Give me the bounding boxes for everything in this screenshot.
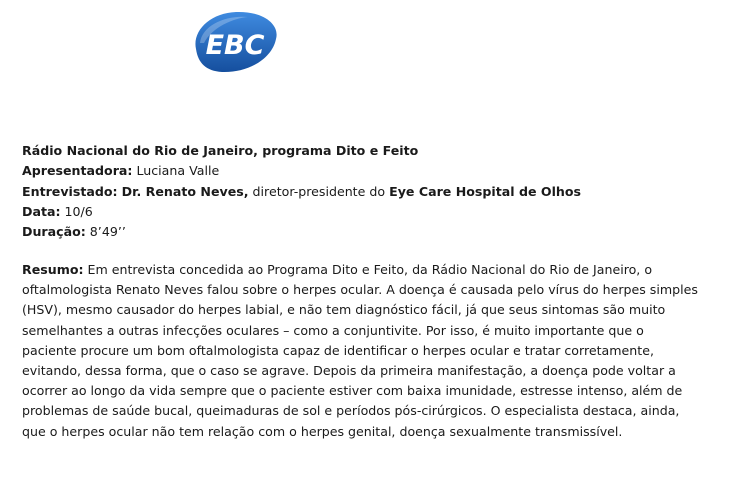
guest-row — [22, 182, 712, 202]
program-info — [22, 141, 712, 242]
ebc-logo — [186, 9, 282, 75]
summary-text: Em entrevista concedida ao Programa Dito e Feito, da Rádio Nacional do Rio de Janeiro, o — [87, 262, 653, 277]
program-title: Rádio Nacional do Rio de Janeiro, programa Dito e Feito — [22, 143, 419, 158]
presenter-name: Luciana Valle — [136, 163, 220, 179]
guest-role: diretor-presidente do — [252, 183, 386, 199]
summary-line: paciente procure um bom oftalmologista capaz de identificar o herpes ocular e tratar corretamente, — [22, 342, 654, 358]
presenter-row — [22, 161, 712, 181]
logo-text: EBC — [205, 30, 265, 61]
summary-line: ocorrer ao longo da vida sempre que o paciente estiver com baixa imunidade, estresse intenso, além de — [22, 383, 683, 399]
summary-line — [22, 260, 714, 280]
summary-line: semelhantes a outras infecções oculares – como a conjuntivite. Por isso, é muito importante que o — [22, 322, 644, 338]
date-row — [22, 202, 712, 222]
guest-label: Entrevistado: — [22, 183, 118, 199]
summary-line: evitando, dessa forma, que o caso se agrave. Depois da primeira manifestação, a doença pode voltar a — [22, 363, 676, 379]
date-value: 10/6 — [64, 203, 93, 219]
guest-organization: Eye Care Hospital de Olhos — [389, 183, 582, 199]
summary-line: oftalmologista Renato Neves falou sobre o herpes ocular. A doença é causada pelo vírus do herpes simples — [22, 282, 698, 298]
summary-label: Resumo: — [22, 262, 84, 277]
duration-value: 8’49’’ — [89, 224, 126, 240]
summary-line: problemas de saúde bucal, queimaduras de sol e períodos pós-cirúrgicos. O especialista destaca, ainda, — [22, 403, 680, 419]
date-label: Data: — [22, 203, 61, 219]
ebc-logo-mark — [186, 9, 282, 75]
duration-row — [22, 222, 712, 242]
summary-line: que o herpes ocular não tem relação com o herpes genital, doença sexualmente transmissível. — [22, 423, 623, 439]
summary-line: (HSV), mesmo causador do herpes labial, e não tem diagnóstico fácil, já que seus sintomas são muito — [22, 302, 666, 318]
guest-name: Dr. Renato Neves, — [121, 183, 249, 199]
duration-label: Duração: — [22, 224, 86, 240]
summary — [22, 260, 714, 442]
presenter-label: Apresentadora: — [22, 163, 133, 179]
